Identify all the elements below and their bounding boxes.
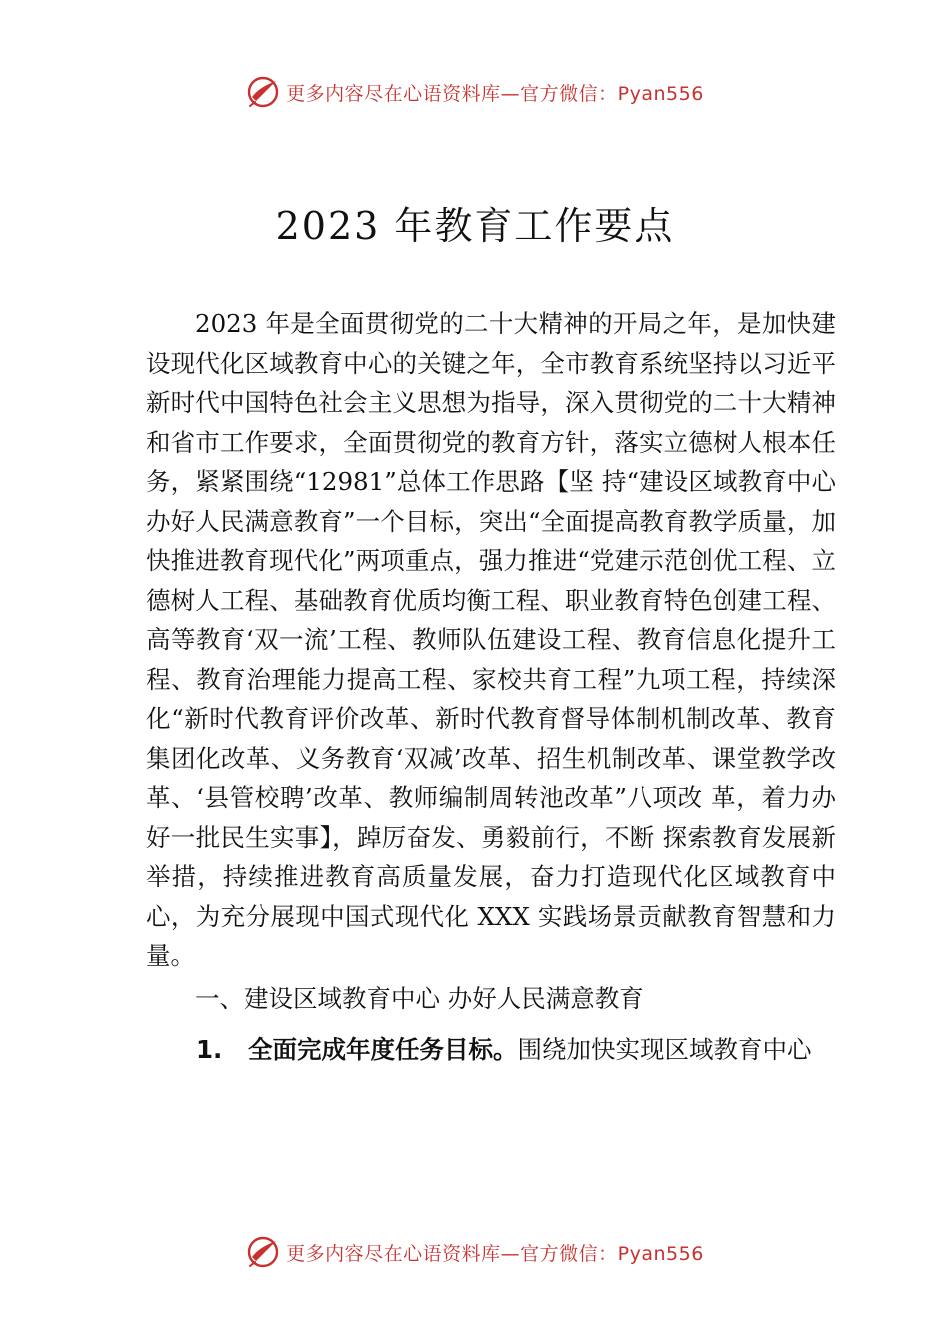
quill-logo-icon xyxy=(246,75,280,109)
item-text: 围绕加快实现区域教育中心 xyxy=(517,1034,812,1064)
list-item xyxy=(146,1030,836,1070)
section-heading: 一、建设区域教育中心 办好人民满意教育 xyxy=(195,983,644,1013)
watermark-text: 更多内容尽在心语资料库—官方微信：Pyan556 xyxy=(286,82,704,105)
document-title: 2023 年教育工作要点 xyxy=(275,204,675,248)
document-body xyxy=(146,304,836,1070)
quill-logo-icon xyxy=(246,1235,280,1269)
intro-paragraph: 2023 年是全面贯彻党的二十大精神的开局之年，是加快建设现代化区域教育中心的关键之年，全市教育系统坚持以习近平新时代中国特色社会主义思想为指导，深入贯彻党的二十大精神和省市工作要求，全面贯彻党的教育方针，落实立德树人根本任务，紧紧围绕“12981”总体工作思路【坚 持“建设区域教育中心 办好人民满意教育”一个目标，突出“全面提高教育教学质量，加快推进教育现代化”两项重点，强力推进“党建示范创优工程、立德树人工程、基础教育优质均衡工程、职业教育特色创建工程、高等教育‘双一流’工程、教师队伍建设工程、教育信息化提升工程、教育治理能力提高工程、家校共育工程”九项工程，持续深化“新时代教育评价改革、新时代教育督导体制机制改革、教育集团化改革、义务教育‘双减’改革、招生机制改革、课堂教学改革、‘县管校聘’改革、教师编制周转池改革”八项改 革，着力办好一批民生实事】，踔厉奋发、勇毅前行，不断 探索教育发展新举措，持续推进教育高质量发展，奋力打造现代化区域教育中心，为充分展现中国式现代化 XXX 实践场景贡献教育智慧和力量。 xyxy=(146,309,836,970)
watermark-footer xyxy=(0,1230,950,1274)
watermark-text: 更多内容尽在心语资料库—官方微信：Pyan556 xyxy=(286,1242,704,1265)
item-number: 1. xyxy=(196,1034,223,1064)
item-bold-title: 全面完成年度任务目标。 xyxy=(248,1034,518,1064)
watermark-header xyxy=(0,70,950,114)
